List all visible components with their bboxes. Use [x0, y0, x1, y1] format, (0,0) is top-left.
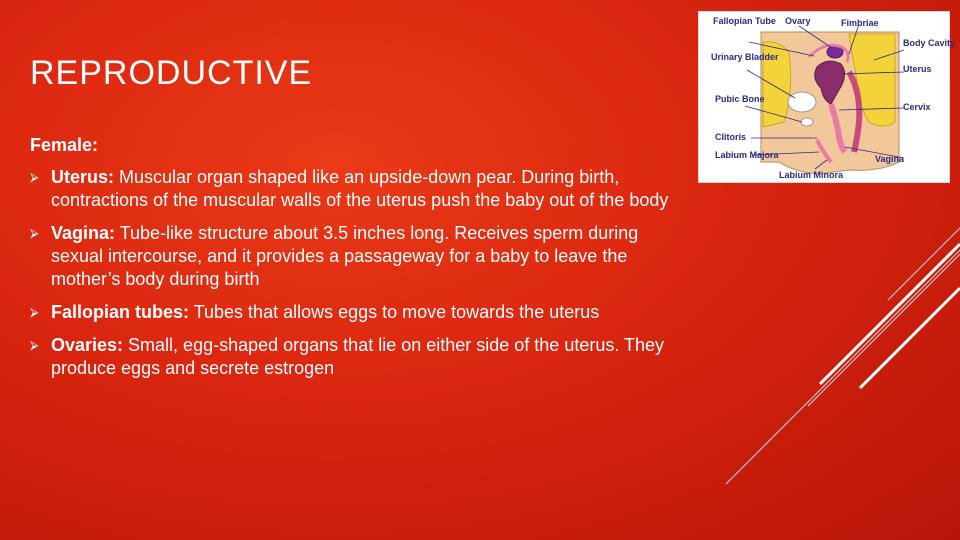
section-label: Female: — [30, 135, 99, 155]
bullet-term: Ovaries: — [51, 335, 124, 355]
bullet-term: Vagina: — [51, 223, 116, 243]
bullet-text: Muscular organ shaped like an upside-down pear. During birth, contractions of the muscular walls of the uterus push the baby out of the body — [51, 167, 669, 210]
label-clitoris: Clitoris — [715, 132, 747, 142]
bullet-term: Fallopian tubes: — [51, 302, 190, 322]
label-labium-majora: Labium Majora — [715, 150, 779, 160]
arrow-bullet-icon: ⮚ — [30, 305, 39, 319]
bullet-text: Tube-like structure about 3.5 inches long. Receives sperm during sexual intercourse, and it provides a passageway for a baby to leave the mother’s body during birth — [51, 223, 639, 289]
arrow-bullet-icon: ⮚ — [30, 226, 39, 240]
label-ovary: Ovary — [785, 16, 811, 26]
label-uterus: Uterus — [903, 64, 932, 74]
bullet-list — [30, 166, 695, 390]
reproductive-anatomy-diagram — [698, 11, 956, 183]
label-fallopian-tube: Fallopian Tube — [713, 16, 776, 26]
pubic-bone-shape — [801, 118, 813, 126]
label-vagina: Vagina — [875, 154, 905, 164]
label-fimbriae: Fimbriae — [841, 18, 879, 28]
bullet-ovaries — [30, 334, 695, 380]
deco-line — [820, 244, 960, 384]
deco-line — [808, 254, 960, 406]
deco-line — [888, 228, 960, 300]
bullet-term: Uterus: — [51, 167, 115, 187]
label-cervix: Cervix — [903, 102, 931, 112]
bullet-fallopian-tubes — [30, 301, 695, 324]
bladder-shape — [788, 92, 816, 112]
deco-line — [726, 250, 960, 484]
label-pubic-bone: Pubic Bone — [715, 94, 765, 104]
bullet-vagina — [30, 222, 695, 291]
label-urinary-bladder: Urinary Bladder — [711, 52, 779, 62]
bullet-text: Small, egg-shaped organs that lie on either side of the uterus. They produce eggs and secrete estrogen — [51, 335, 665, 378]
bullet-text: Tubes that allows eggs to move towards the uterus — [189, 302, 600, 322]
arrow-bullet-icon: ⮚ — [30, 170, 39, 184]
deco-line — [860, 288, 960, 388]
label-body-cavity: Body Cavity — [903, 38, 956, 48]
arrow-bullet-icon: ⮚ — [30, 338, 39, 352]
label-labium-minora: Labium Minora — [779, 170, 844, 180]
slide-title: REPRODUCTIVE — [30, 54, 313, 92]
bullet-uterus — [30, 166, 695, 212]
